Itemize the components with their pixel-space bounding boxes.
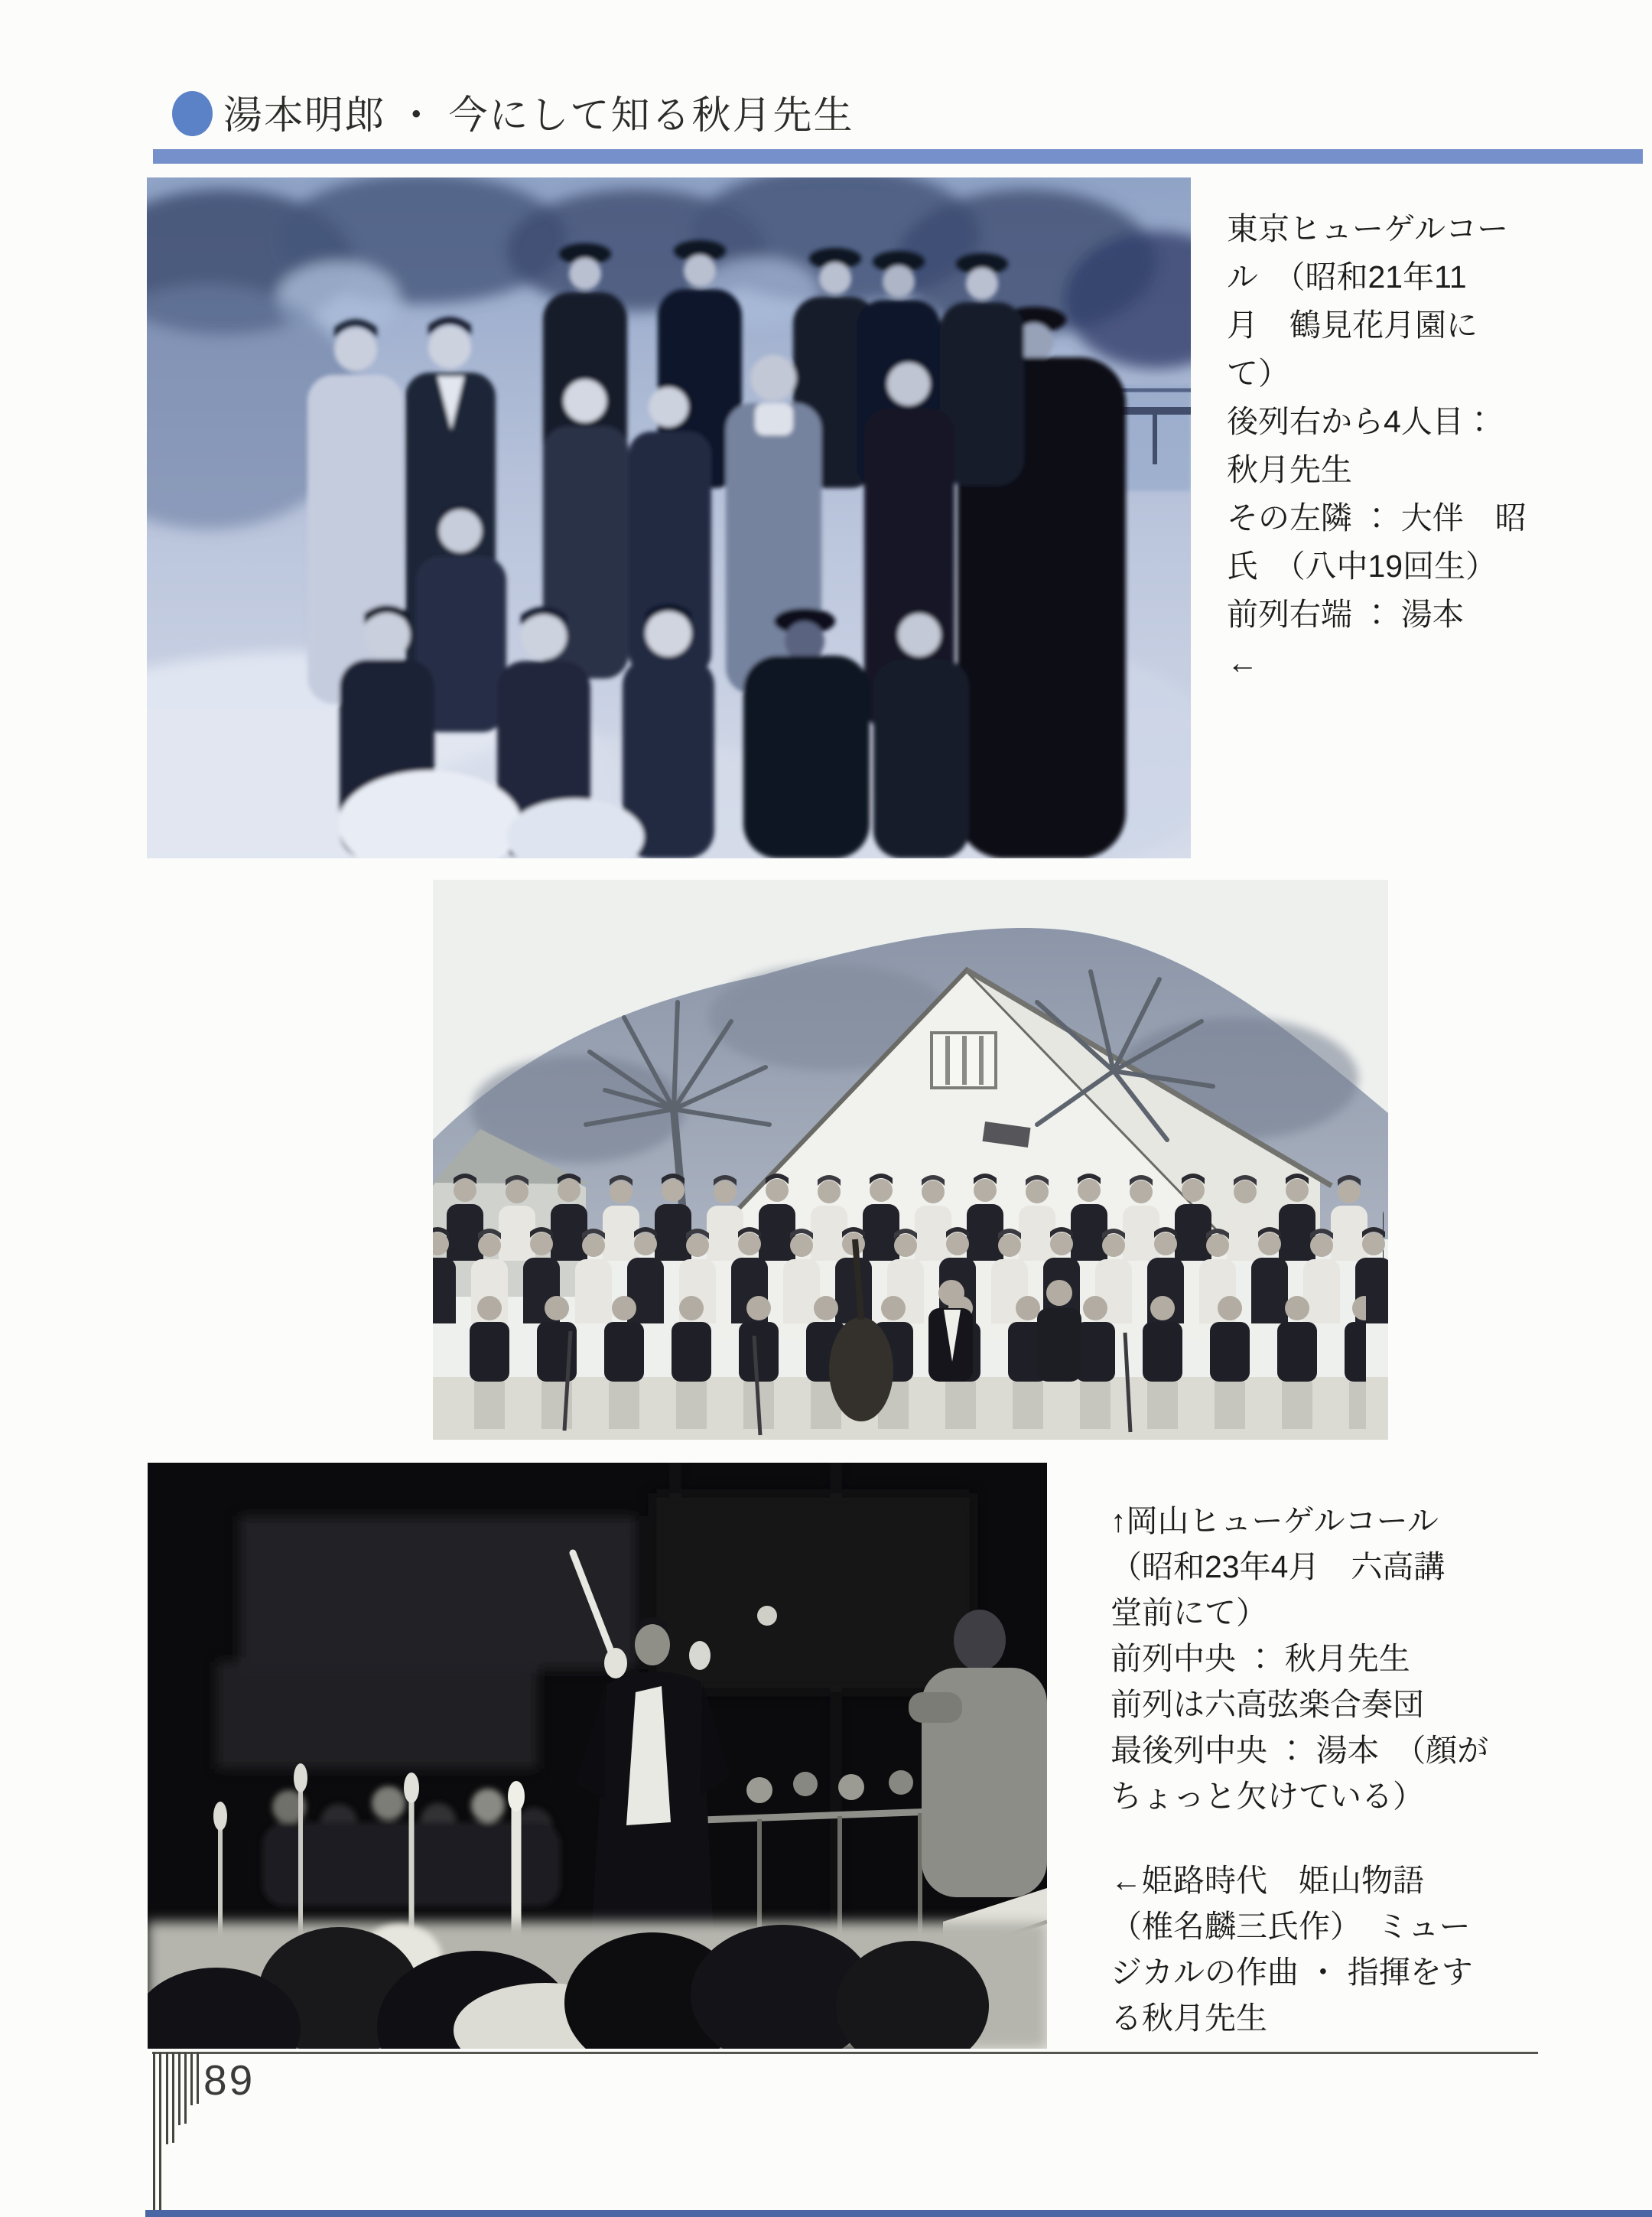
page-number: 89 xyxy=(203,2056,255,2104)
photo-himeyama-concert xyxy=(148,1463,1047,2049)
bottom-edge-bar xyxy=(145,2210,1652,2217)
caption-line: ル （昭和21年11 xyxy=(1227,259,1467,295)
caption-line: ↑岡山ヒューゲルコール xyxy=(1111,1503,1439,1538)
caption-line: 後列右から4人目： xyxy=(1227,404,1495,439)
caption-line: （昭和23年4月 六高講 xyxy=(1111,1549,1446,1584)
header-rule xyxy=(153,149,1643,164)
caption-line: る秋月先生 xyxy=(1111,2001,1267,2036)
photo3-image xyxy=(148,1463,1047,2049)
caption-line: て） xyxy=(1227,356,1289,391)
caption-line: ジカルの作曲 ・ 指揮をす xyxy=(1111,1955,1473,1990)
photo2-crowd xyxy=(433,1169,1388,1438)
caption-line: 東京ヒューゲルコー xyxy=(1227,211,1509,246)
caption-line: 堂前にて） xyxy=(1111,1595,1267,1630)
caption-line: 月 鶴見花月園に xyxy=(1227,308,1478,343)
photo2-image xyxy=(433,880,1388,1440)
caption-line: ちょっと欠けている） xyxy=(1111,1779,1424,1814)
photo-okayama-huegelchor xyxy=(433,880,1388,1440)
caption-photo1 xyxy=(1227,205,1652,687)
caption-line: 氏 （八中19回生） xyxy=(1227,549,1498,584)
caption-line: 最後列中央 ： 湯本 （顔が xyxy=(1111,1733,1489,1768)
caption-line: （椎名麟三氏作） ミュー xyxy=(1111,1909,1471,1944)
page-title: 湯本明郎 ・ 今にして知る秋月先生 xyxy=(223,95,854,138)
photo3-foreground xyxy=(148,1922,1047,2049)
caption-line: ←姫路時代 姫山物語 xyxy=(1111,1863,1424,1898)
caption-line: その左隣 ： 大伴 昭 xyxy=(1227,500,1527,536)
photo-tokyo-huegelchor xyxy=(147,177,1191,858)
photo1-image xyxy=(147,177,1191,858)
left-arrow-glyph: ← xyxy=(1227,645,1258,680)
bullet-icon xyxy=(172,91,213,136)
footer-rule xyxy=(152,2052,1538,2054)
caption-line: 前列中央 ： 秋月先生 xyxy=(1111,1641,1410,1676)
caption-line: 前列は六高弦楽合奏団 xyxy=(1111,1687,1424,1722)
caption-photo3 xyxy=(1111,1498,1646,2041)
caption-line: 秋月先生 xyxy=(1227,452,1352,487)
caption-line: 前列右端 ： 湯本 xyxy=(1227,597,1464,632)
